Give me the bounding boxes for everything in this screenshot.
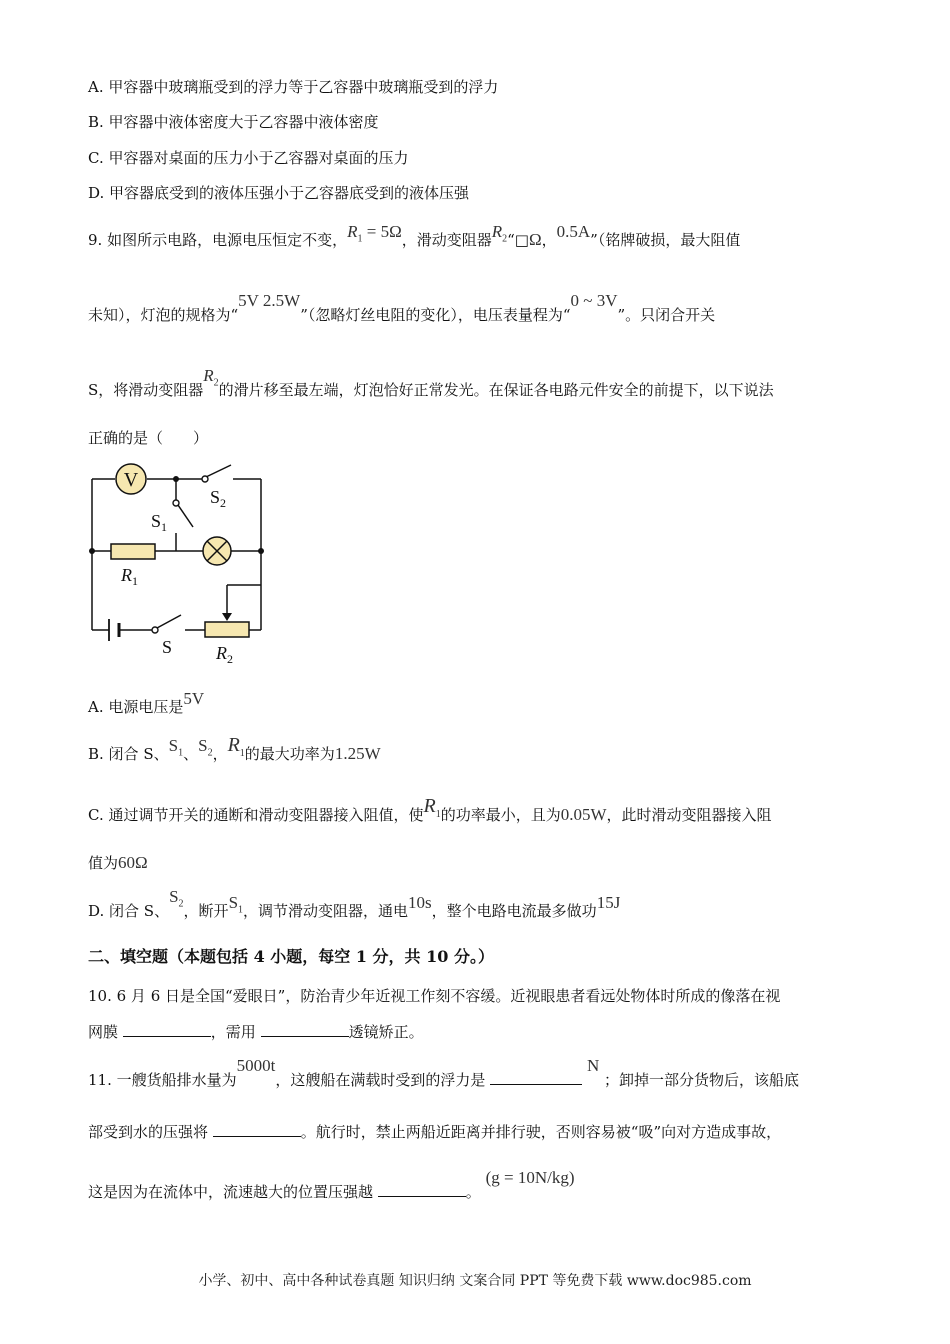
resistor-r1: [111, 544, 155, 559]
rheostat-r2: [205, 622, 249, 637]
question-11-line1: 11. 一艘货船排水量为5000t，这艘船在满载时受到的浮力是 N ；卸掉一部分货物后，该船底: [88, 1056, 800, 1089]
option-8c: C. 甲容器对桌面的压力小于乙容器对桌面的压力: [88, 149, 409, 167]
rated-current: 0.5A: [556, 222, 591, 241]
r2-symbol-2: $R_2$: [203, 366, 219, 389]
label-r2: $R_2$: [216, 643, 233, 666]
option-9d: D. 闭合 S、$S_2$，断开$S_1$，调节滑动变阻器，通电10s，整个电路电流最多做功15J: [88, 887, 621, 920]
label-s: S: [162, 637, 173, 657]
question-9-line1: 9. 如图所示电路，电源电压恒定不变，$R_1 = 5\Omega$，滑动变阻器$R_2“□\Omega$，0.5A”（铭牌破损，最大阻值: [88, 222, 741, 249]
question-11-line3: 这是因为在流体中，流速越大的位置压强越 。 (g = 10N/kg): [88, 1168, 575, 1201]
question-11-line2: 部受到水的压强将 。航行时，禁止两船近距离并排行驶，否则容易被“吸”向对方造成事故，: [88, 1123, 782, 1141]
option-8d: D. 甲容器底受到的液体压强小于乙容器底受到的液体压强: [88, 184, 470, 202]
ohm-symbol: Ω: [528, 230, 542, 249]
section-title: 二、填空题（本题包括 4 小题，每空 1 分，共 10 分。）: [88, 947, 494, 966]
question-9-line3: S，将滑动变阻器$R_2$的滑片移至最左端，灯泡恰好正常发光。在保证各电路元件安全的前提下，以下说法: [88, 366, 774, 399]
option-9c-line1: C. 通过调节开关的通断和滑动变阻器接入阻值，使$R_1$的功率最小，且为0.05W，此时滑动变阻器接入阻: [88, 795, 772, 824]
question-10-line1: 10. 6 月 6 日是全国“爱眼日”，防治青少年近视工作刻不容缓。近视眼患者看远处物体时所成的像落在视: [88, 987, 781, 1005]
answer-blank[interactable]: [490, 1070, 582, 1085]
lamp-spec: 5V 2.5W: [238, 291, 301, 310]
circuit-diagram: [85, 455, 275, 670]
option-9c-line2: 值为60Ω: [88, 853, 148, 872]
gravity-note: (g = 10N/kg): [485, 1168, 575, 1187]
answer-blank[interactable]: [123, 1022, 211, 1037]
question-9-line2: 未知），灯泡的规格为“5V 2.5W”（忽略灯丝电阻的变化），电压表量程为“0 ~ 3V”。只闭合开关: [88, 291, 716, 324]
option-9a: A. 电源电压是5V: [88, 689, 205, 716]
footer: 小学、初中、高中各种试卷真题 知识归纳 文案合同 PPT 等免费下载 www.doc985.com: [198, 1273, 752, 1289]
question-10-line2: 网膜 ，需用 透镜矫正。: [88, 1023, 424, 1041]
r1-value: $R_1 = 5\Omega$: [347, 222, 402, 245]
svg-text:V: V: [123, 469, 139, 491]
option-8a: A. 甲容器中玻璃瓶受到的浮力等于乙容器中玻璃瓶受到的浮力: [88, 78, 499, 96]
label-r1: $R_1$: [121, 565, 138, 588]
option-8b: B. 甲容器中液体密度大于乙容器中液体密度: [88, 113, 379, 131]
option-9b: B. 闭合 S、$S_1$、$S_2$，$R_1$的最大功率为1.25W: [88, 734, 381, 763]
answer-blank[interactable]: [261, 1022, 349, 1037]
label-s1: $S_1$: [151, 511, 168, 534]
label-s2: $S_2$: [210, 487, 227, 510]
answer-blank[interactable]: [213, 1122, 301, 1137]
question-9-line4: 正确的是（ ）: [88, 429, 209, 447]
slider-arrow-icon: [222, 613, 232, 621]
answer-blank[interactable]: [378, 1182, 466, 1197]
r2-symbol: $R_2$: [491, 222, 508, 245]
voltmeter-range: 0 ~ 3V: [570, 291, 618, 310]
